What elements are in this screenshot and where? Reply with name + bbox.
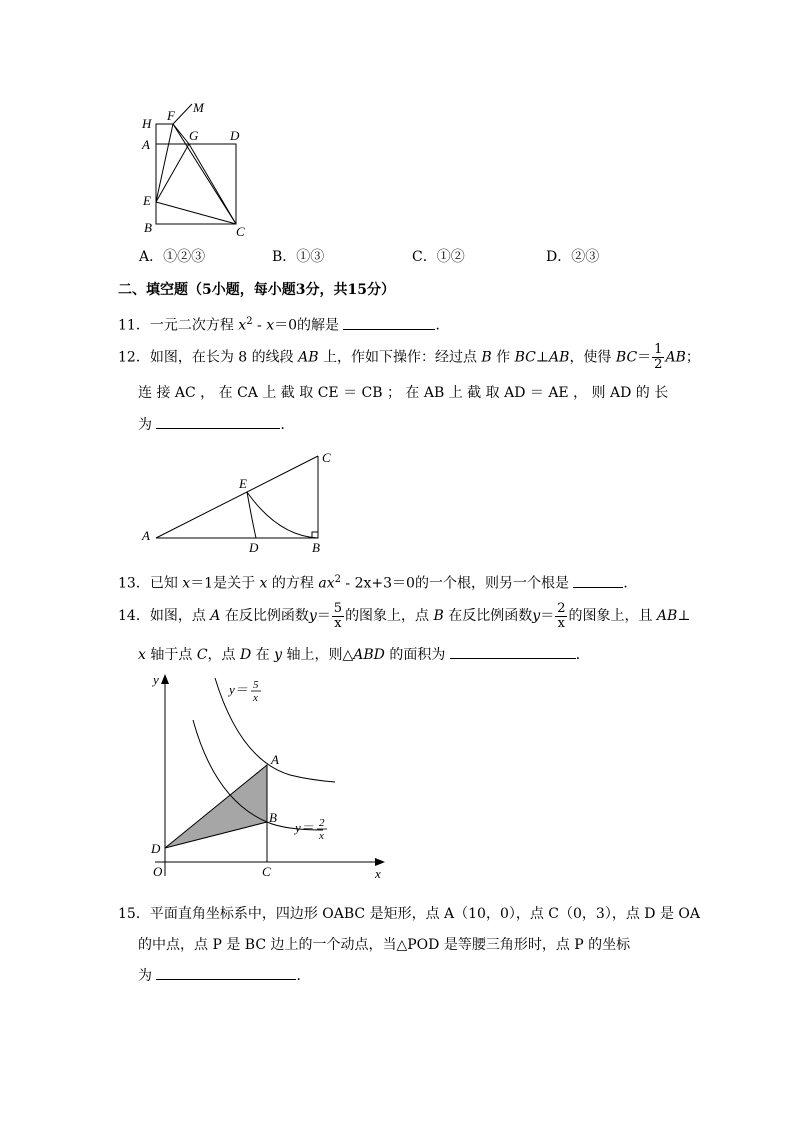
label-h: H <box>142 116 152 131</box>
label-x: x <box>375 866 381 881</box>
label-d: D <box>151 841 161 856</box>
answer-blank-12[interactable] <box>156 416 280 429</box>
answer-blank-14[interactable] <box>450 646 576 659</box>
option-c[interactable]: C．①② <box>412 249 465 265</box>
label-y: y <box>153 672 159 687</box>
question-12-line2: 连 接 AC ， 在 CA 上 截 取 CE ＝ CB ； 在 AB 上 截 取 AD ＝ AE ， 则 AD 的 长 <box>138 385 669 401</box>
question-13: 13．已知 x＝1是关于 x 的方程 $ax^2 - 2x+3=0$的一个根，则另一个根是 ． <box>118 574 638 592</box>
curve-label-1: y＝ <box>229 682 248 697</box>
figure-q12 <box>138 448 338 552</box>
question-12-line1: 12．如图，在长为 8 的线段 AB 上，作如下操作：经过点 B 作 BC⊥AB，使得 BC＝ $\frac{1}{2}$ AB； <box>118 342 700 372</box>
label-e: E <box>239 476 247 491</box>
svg-text:5: 5 <box>253 679 259 691</box>
answer-blank-15[interactable] <box>156 967 296 980</box>
option-d[interactable]: D．②③ <box>546 249 600 265</box>
svg-text:x: x <box>253 692 258 704</box>
label-a: A <box>142 137 150 152</box>
label-b: B <box>144 220 152 235</box>
label-d: D <box>249 540 259 552</box>
question-15-line2: 的中点，点 P 是 BC 边上的一个动点，当△POD 是等腰三角形时，点 P 的坐标 <box>138 937 631 953</box>
label-f: F <box>167 108 175 123</box>
figure-q10 <box>135 98 255 240</box>
option-b[interactable]: B．①③ <box>272 249 325 265</box>
figure-q14 <box>145 670 395 882</box>
label-m: M <box>193 100 204 115</box>
answer-blank-11[interactable] <box>343 317 435 330</box>
question-11: 11．一元二次方程 $x^2 - x=0$的解是 ． <box>118 316 450 334</box>
question-14-line1: 14．如图，点 A 在反比例函数y＝ $\frac{5}{x}$ 的图象上，点 B 在反比例函数y＝ $\frac{2}{x}$ 的图象上，且 AB⊥ <box>118 600 691 631</box>
svg-text:2: 2 <box>319 817 325 829</box>
label-c: C <box>322 450 331 465</box>
svg-text:x: x <box>319 830 324 842</box>
label-a: A <box>142 528 150 543</box>
option-a[interactable]: A．①②③ <box>139 249 206 265</box>
label-b: B <box>312 540 320 552</box>
label-e: E <box>143 193 151 208</box>
label-c: C <box>236 224 245 239</box>
label-c: C <box>262 864 271 879</box>
label-g: G <box>189 128 199 143</box>
question-15-line3: 为 ． <box>138 968 311 984</box>
label-b: B <box>269 810 277 825</box>
label-a: A <box>271 752 279 767</box>
label-o: O <box>153 864 163 879</box>
question-14-line2: x 轴于点 C，点 D 在 y 轴上，则△ABD 的面积为 ． <box>138 647 590 663</box>
question-12-line3: 为 ． <box>138 417 295 433</box>
label-d: D <box>230 128 240 143</box>
curve-label-2: y＝ <box>295 820 314 835</box>
section-heading: 二、填空题（5小题，每小题3分，共15分） <box>118 282 395 298</box>
question-15-line1: 15．平面直角坐标系中，四边形 OABC 是矩形，点 A（10，0），点 C（0，3），点 D 是 OA <box>118 906 700 922</box>
answer-blank-13[interactable] <box>573 575 623 588</box>
